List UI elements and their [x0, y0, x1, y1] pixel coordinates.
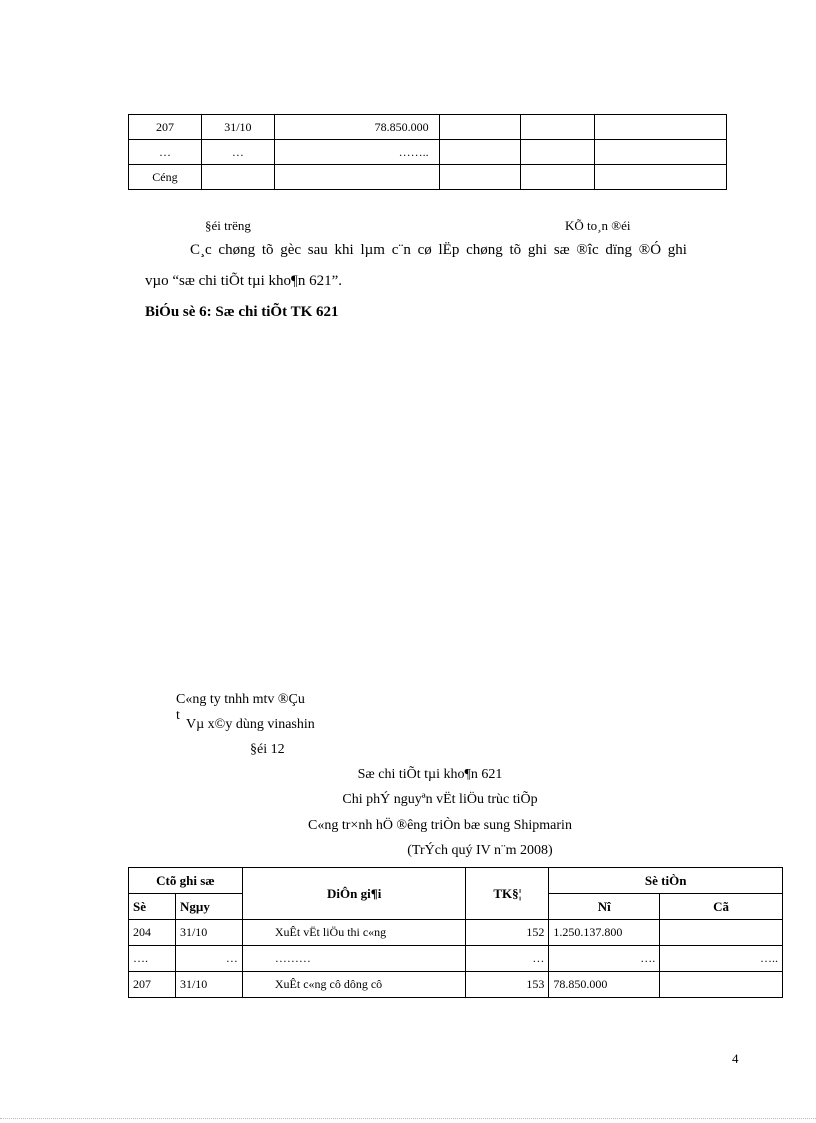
top-table: [128, 114, 727, 190]
header-so: Sè: [129, 894, 176, 920]
cell-no: 78.850.000: [549, 972, 660, 998]
header-no: Nî: [549, 894, 660, 920]
cell-co: [660, 920, 783, 946]
cell-ngay: …: [201, 140, 274, 165]
header-ctu: Ctõ ghi sæ: [129, 868, 243, 894]
ledger-subtitle: Chi phÝ nguyªn vËt liÖu trùc tiÕp: [342, 792, 538, 807]
company-line-3: §éi 12: [250, 742, 285, 757]
table-row: [129, 140, 727, 165]
paragraph-line-2: vµo “sæ chi tiÕt tµi kho¶n 621”.: [145, 273, 342, 289]
cell-empty: [521, 115, 595, 140]
header-so-tien: Sè tiÒn: [549, 868, 783, 894]
cell-tk: …: [466, 946, 549, 972]
signature-right: KÕ to¸n ®éi: [565, 218, 631, 233]
cell-empty: [439, 115, 521, 140]
cell-dien-giai: XuÊt vËt liÖu thi c«ng: [242, 920, 466, 946]
cell-empty: [439, 140, 521, 165]
cell-empty: [595, 140, 727, 165]
cell-empty: [521, 165, 595, 190]
cell-ngay: 31/10: [175, 920, 242, 946]
cell-empty: [274, 165, 439, 190]
cell-ngay: 31/10: [201, 115, 274, 140]
cell-so: 207: [129, 115, 202, 140]
table-row: [129, 946, 783, 972]
cell-sotien: ……..: [274, 140, 439, 165]
ledger-period: (TrÝch quý IV n¨m 2008): [407, 843, 553, 858]
cell-sotien: 78.850.000: [274, 115, 439, 140]
cell-tk: 152: [466, 920, 549, 946]
cell-co: [660, 972, 783, 998]
cell-tk: 153: [466, 972, 549, 998]
signature-left: §éi trëng: [205, 218, 251, 233]
cell-so: ….: [129, 946, 176, 972]
table-row: [129, 165, 727, 190]
company-line-1: C«ng ty tnhh mtv ®Çu t: [176, 692, 305, 723]
header-row: [129, 868, 783, 894]
ledger-table: [128, 867, 783, 998]
cell-empty: [439, 165, 521, 190]
cell-so: 204: [129, 920, 176, 946]
ledger-project: C«ng tr×nh hÖ ®êng triÒn bæ sung Shipmarin: [308, 818, 572, 833]
page-edge-divider: [0, 1118, 816, 1119]
page-number: 4: [732, 1051, 739, 1066]
header-tkdu: TK§¦: [466, 868, 549, 920]
cell-empty: [521, 140, 595, 165]
table-row: [129, 920, 783, 946]
cell-so: …: [129, 140, 202, 165]
cell-no: 1.250.137.800: [549, 920, 660, 946]
cell-empty: [595, 115, 727, 140]
cell-dien-giai: ………: [242, 946, 466, 972]
cell-empty: [595, 165, 727, 190]
bieu-heading: BiÓu sè 6: Sæ chi tiÕt TK 621: [145, 304, 339, 320]
ledger-title: Sæ chi tiÕt tµi kho¶n 621: [357, 767, 503, 782]
cell-co: …..: [660, 946, 783, 972]
table-row: [129, 972, 783, 998]
paragraph-line-1: C¸c chøng tõ gèc sau khi lµm c¨n cø lËp chøng tõ ghi sæ ®îc dïng ®Ó ghi: [190, 242, 687, 258]
table-row: [129, 115, 727, 140]
cell-so: 207: [129, 972, 176, 998]
header-dien-giai: DiÔn gi¶i: [242, 868, 466, 920]
company-line-2: Vµ x©y dùng vinashin: [186, 717, 315, 732]
header-co: Cã: [660, 894, 783, 920]
cell-empty: [201, 165, 274, 190]
cell-ngay: …: [175, 946, 242, 972]
cell-total-label: Céng: [129, 165, 202, 190]
header-ngay: Ngµy: [175, 894, 242, 920]
cell-dien-giai: XuÊt c«ng cô dông cô: [242, 972, 466, 998]
cell-ngay: 31/10: [175, 972, 242, 998]
cell-no: ….: [549, 946, 660, 972]
